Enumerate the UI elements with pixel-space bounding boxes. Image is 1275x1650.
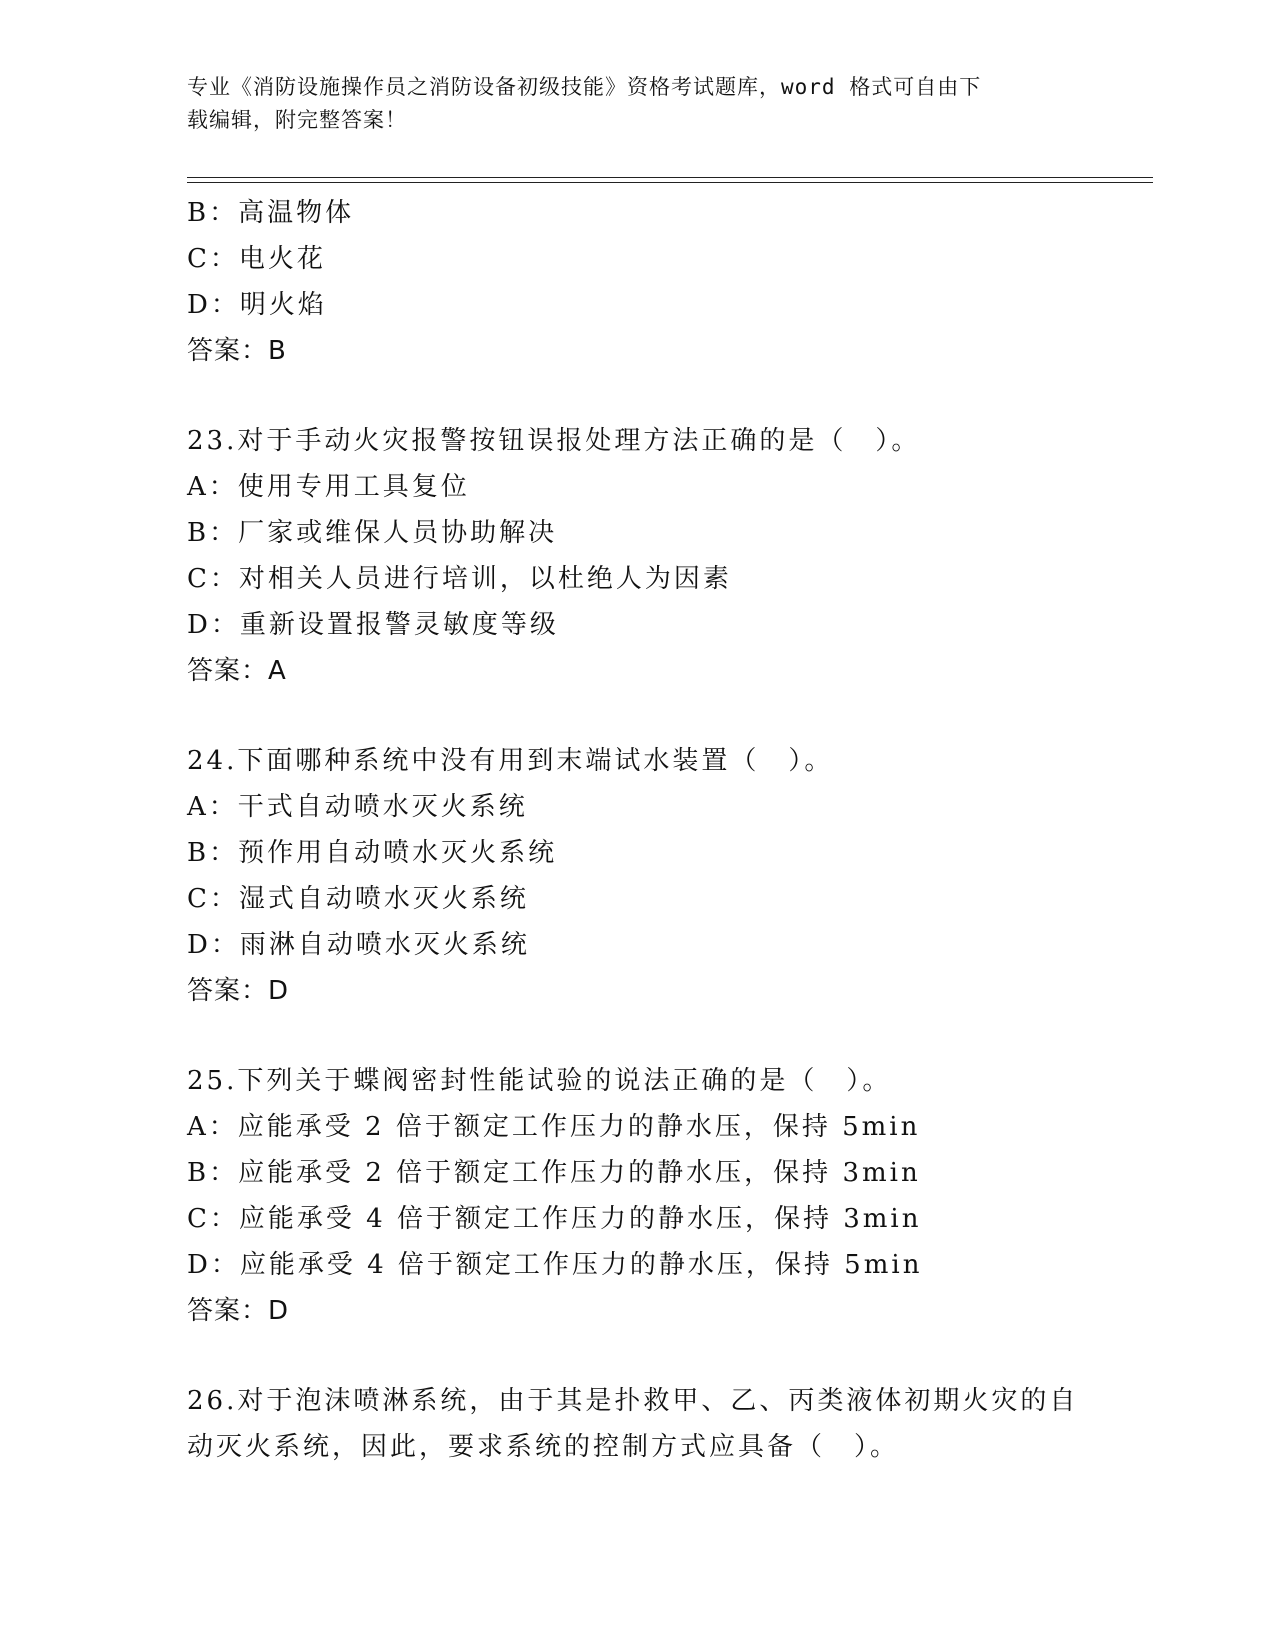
option-c: C：对相关人员进行培训，以杜绝人为因素 [187,564,732,594]
answer-line: 答案：D [187,1296,290,1326]
header-line-2: 载编辑，附完整答案！ [187,108,407,132]
question-text: 25.下列关于蝶阀密封性能试验的说法正确的是（ ）。 [187,1066,892,1096]
header-divider-bottom [187,182,1153,183]
option-c: C：电火花 [187,244,326,274]
option-d: D：明火焰 [187,290,327,320]
header-divider-top [187,177,1153,178]
header-line-1: 专业《消防设施操作员之消防设备初级技能》资格考试题库，word 格式可自由下 [187,75,982,99]
option-d: D：雨淋自动喷水灭火系统 [187,930,530,960]
option-d: D：应能承受 4 倍于额定工作压力的静水压，保持 5min [187,1250,923,1280]
question-text: 23.对于手动火灾报警按钮误报处理方法正确的是（ ）。 [187,426,921,456]
question-block-22 [187,190,1107,374]
option-a: A：使用专用工具复位 [187,472,470,502]
question-block-25 [187,1058,1107,1334]
question-list [187,190,1107,1470]
option-a: A：干式自动喷水灭火系统 [187,792,528,822]
question-text-line-1: 26.对于泡沫喷淋系统，由于其是扑救甲、乙、丙类液体初期火灾的自 [187,1386,1079,1416]
option-c: C：应能承受 4 倍于额定工作压力的静水压，保持 3min [187,1204,922,1234]
question-text-line-2: 动灭火系统，因此，要求系统的控制方式应具备（ ）。 [187,1432,900,1462]
document-header [187,71,1067,137]
answer-line: 答案：D [187,976,290,1006]
option-b: B：厂家或维保人员协助解决 [187,518,558,548]
question-text: 24.下面哪种系统中没有用到末端试水装置（ ）。 [187,746,834,776]
question-block-26 [187,1378,1107,1470]
option-b: B：预作用自动喷水灭火系统 [187,838,558,868]
question-block-24 [187,738,1107,1014]
question-block-23 [187,418,1107,694]
option-b: B：高温物体 [187,198,355,228]
option-a: A：应能承受 2 倍于额定工作压力的静水压，保持 5min [187,1112,921,1142]
option-c: C：湿式自动喷水灭火系统 [187,884,529,914]
answer-line: 答案：A [187,656,287,686]
answer-line: 答案：B [187,336,287,366]
option-d: D：重新设置报警灵敏度等级 [187,610,559,640]
option-b: B：应能承受 2 倍于额定工作压力的静水压，保持 3min [187,1158,921,1188]
